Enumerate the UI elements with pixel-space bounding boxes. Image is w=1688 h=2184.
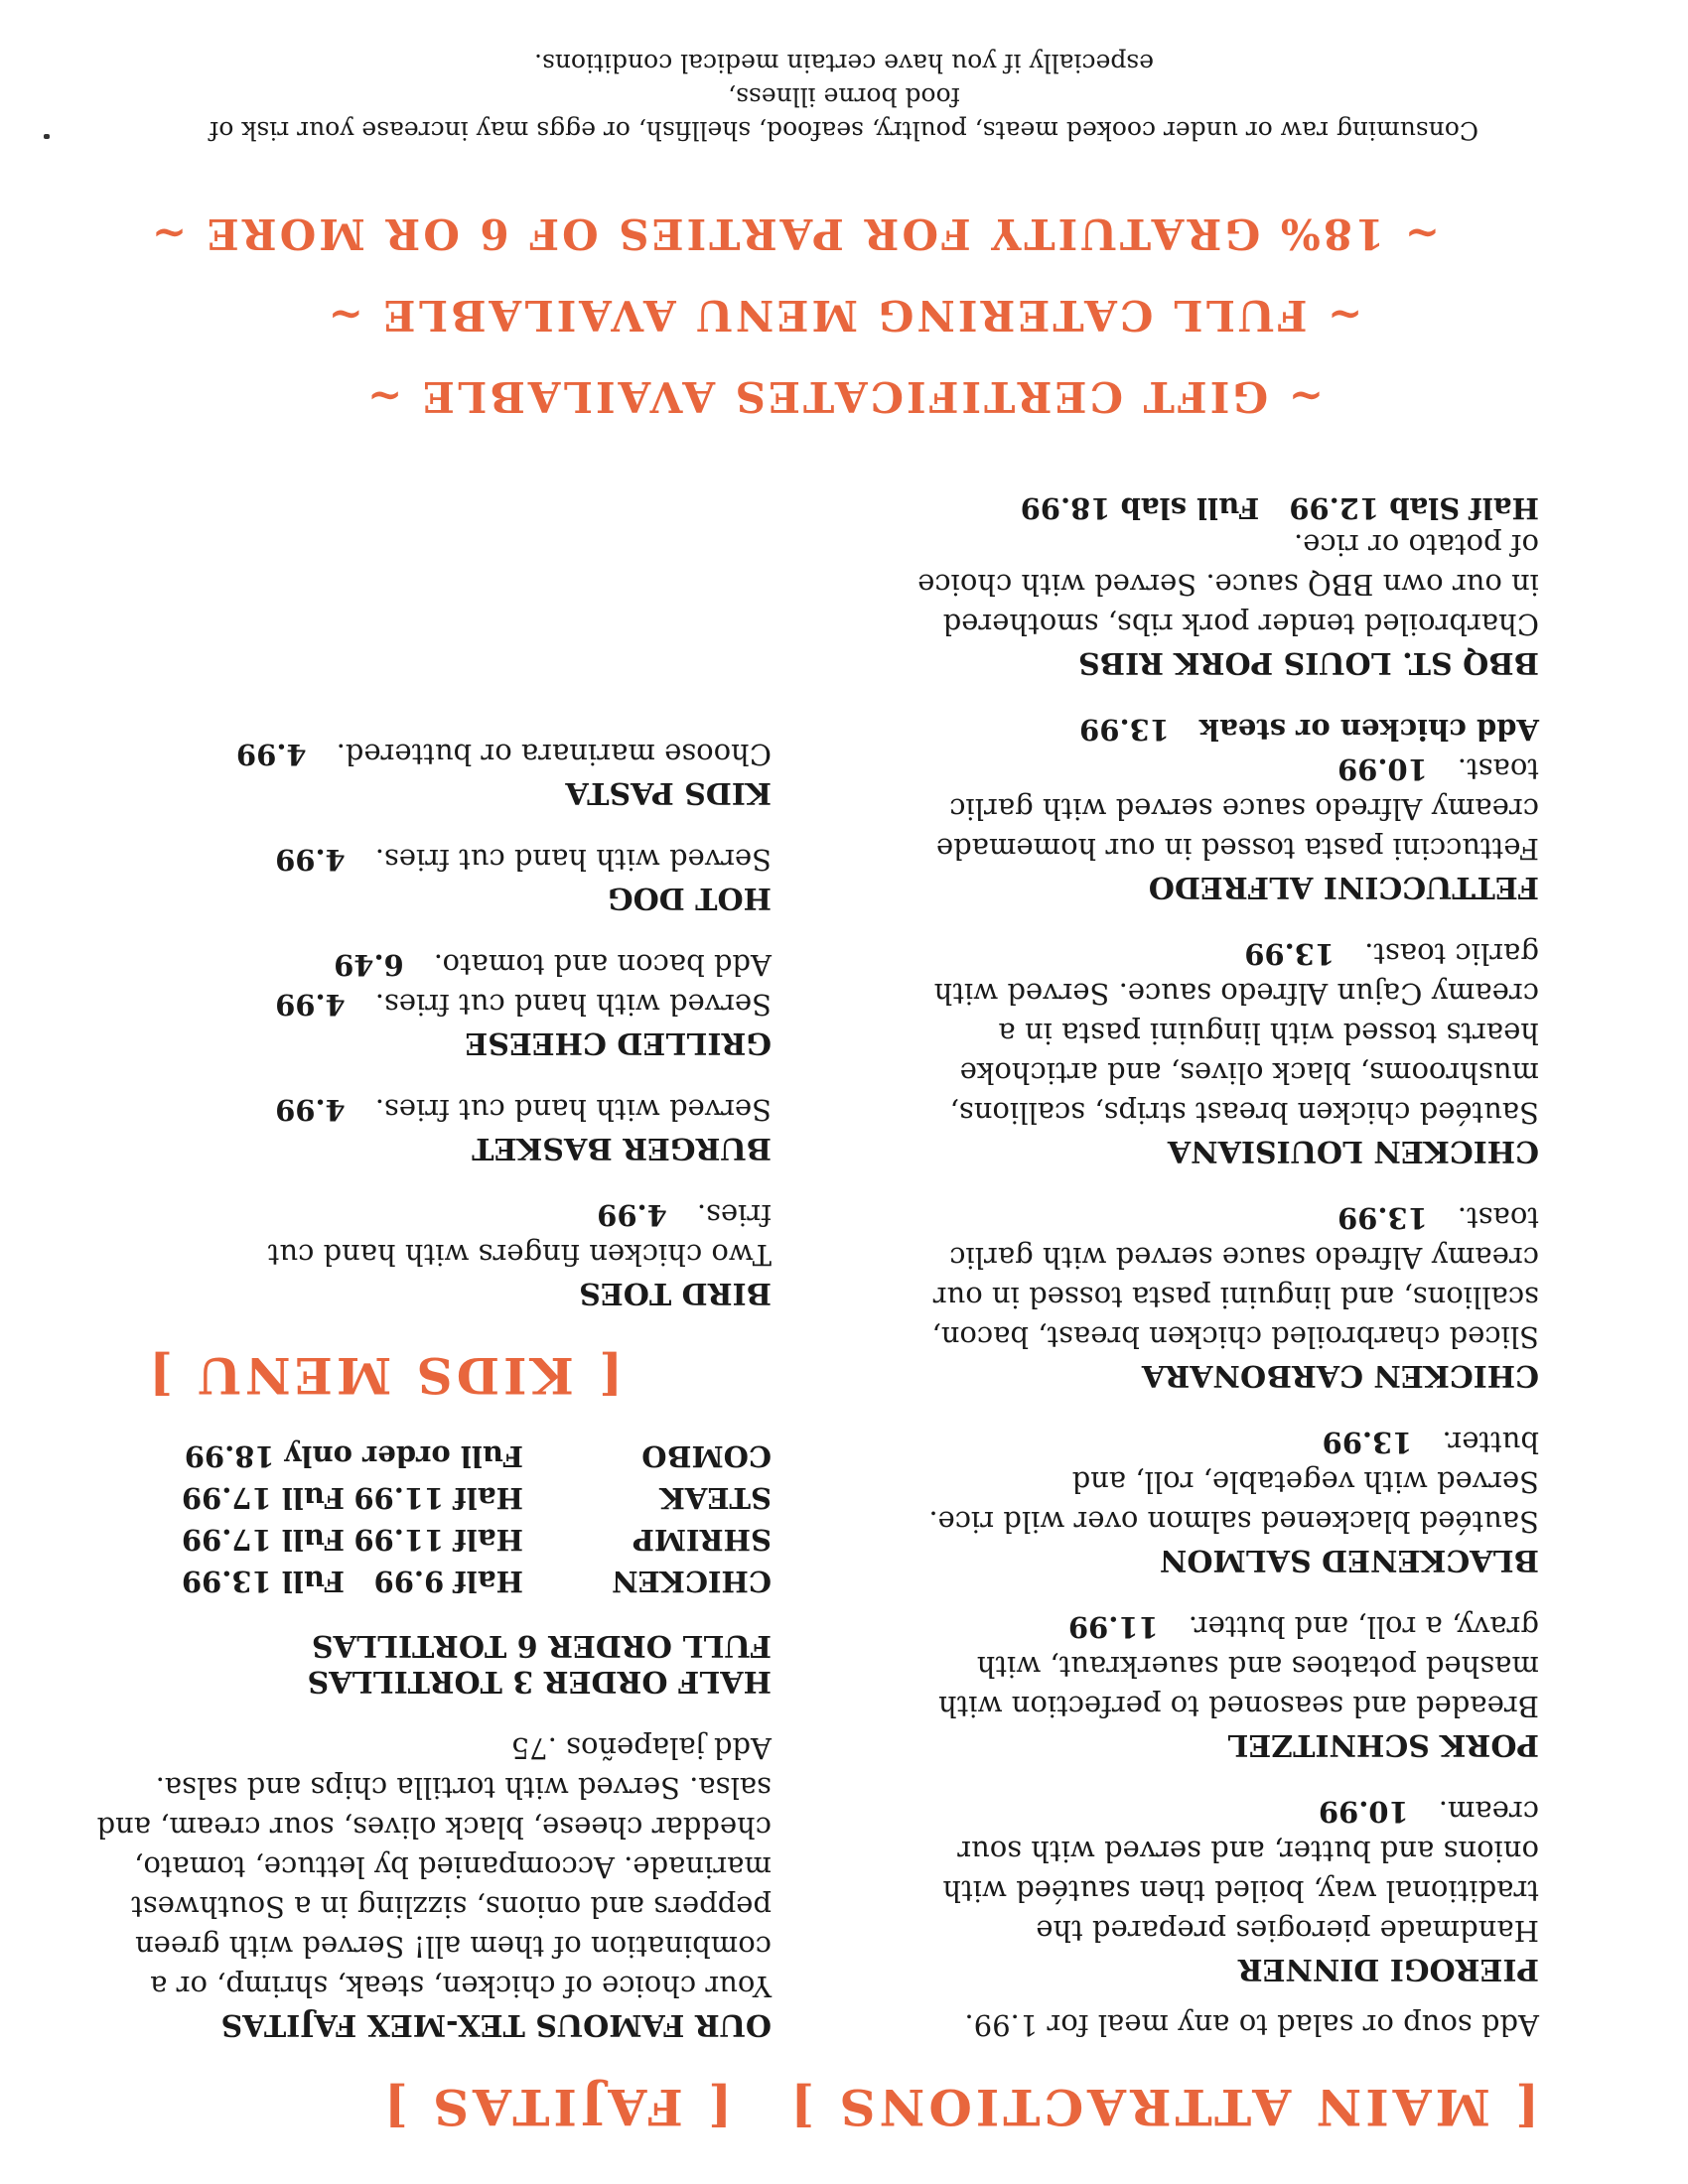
addon-price: 6.49 bbox=[334, 948, 404, 982]
fajitas-title: [ FAJITAS ] bbox=[380, 2078, 732, 2136]
item-price: 13.99 bbox=[1337, 1201, 1428, 1235]
fajitas-order-sizes bbox=[96, 1627, 772, 1699]
item-price: 11.99 bbox=[1067, 1610, 1159, 1644]
fajitas-addon: Add jalapeños .75 bbox=[510, 1731, 772, 1765]
item-desc: Served with hand cut fries.4.99 bbox=[275, 843, 772, 877]
scan-speck bbox=[44, 134, 50, 139]
item-price: 4.99 bbox=[597, 1198, 667, 1232]
item-name: GRILLED CHEESE bbox=[465, 1025, 772, 1060]
item-name: PORK SCHNITZEL bbox=[1227, 1727, 1539, 1762]
item-name: CHICKEN LOUISIANA bbox=[1167, 1134, 1539, 1168]
item-name: PIEROGI DINNER bbox=[1237, 1952, 1539, 1986]
item-price: 4.99 bbox=[275, 843, 346, 877]
fajita-full-price: Full 17.99 bbox=[181, 1481, 345, 1515]
menu-item-fettuccini bbox=[914, 710, 1539, 904]
food-safety-disclaimer bbox=[199, 46, 1489, 147]
item-price: 13.99 bbox=[1244, 937, 1336, 971]
item-desc: Served with hand cut fries.4.99 bbox=[275, 988, 772, 1022]
menu-item-ribs bbox=[914, 491, 1539, 680]
fajita-half-price: Half 9.99 bbox=[373, 1565, 523, 1598]
half-slab-price: Half Slab 12.99 bbox=[1289, 491, 1539, 525]
kids-menu-title: [ KIDS MENU ] bbox=[145, 1346, 623, 1405]
fajitas-name: OUR FAMOUS TEX-MEX FAJITAS bbox=[220, 2007, 772, 2042]
kids-item-hot-dog bbox=[96, 840, 772, 915]
gratuity-line: ~ 18% GRATUITY FOR PARTIES OF 6 OR MORE ~ bbox=[148, 209, 1440, 258]
item-name: BIRD TOES bbox=[579, 1276, 772, 1310]
item-price: 10.99 bbox=[1318, 1795, 1409, 1829]
item-desc: Charbroiled tender pork ribs, smothered in our own BBQ sauce. Served with choice of potato or rice. bbox=[917, 528, 1539, 641]
item-price: 4.99 bbox=[275, 988, 346, 1022]
item-addon: Add chicken or steak13.99 bbox=[1079, 713, 1539, 747]
fajitas-desc: Your choice of chicken, steak, shrimp, or a combination of them all! Served with green peppers and onions, sizzling in a Southwest marinade. Accompanied by lettuce, tomato, cheddar cheese, black olives, sour cream, and salsa. Served with tortilla chips and salsa. bbox=[96, 1771, 772, 2003]
fajita-row-name: SHRIMP bbox=[633, 1523, 772, 1557]
kids-item-pasta bbox=[96, 735, 772, 810]
combo-name: COMBO bbox=[641, 1439, 772, 1473]
fajita-half-price: Half 11.99 bbox=[353, 1481, 523, 1515]
catering-line: ~ FULL CATERING MENU AVAILABLE ~ bbox=[325, 291, 1363, 340]
item-price: 10.99 bbox=[1337, 752, 1428, 786]
item-name: BLACKENED SALMON bbox=[1159, 1543, 1539, 1577]
addon-price: 13.99 bbox=[1079, 713, 1170, 747]
half-order-label: HALF ORDER 3 TORTILLAS bbox=[307, 1664, 772, 1699]
item-addon: Add bacon and tomato.6.49 bbox=[334, 948, 772, 982]
fajita-half-price: Half 11.99 bbox=[353, 1523, 523, 1557]
main-attractions-title: [ MAIN ATTRACTIONS ] bbox=[786, 2078, 1539, 2136]
full-slab-price: Full slab 18.99 bbox=[1020, 491, 1260, 525]
menu-item-carbonara bbox=[914, 1198, 1539, 1393]
menu-item-schnitzel bbox=[914, 1607, 1539, 1762]
item-price: 13.99 bbox=[1322, 1426, 1413, 1459]
fajita-full-price: Full 13.99 bbox=[181, 1565, 345, 1598]
rib-options bbox=[914, 491, 1539, 525]
gift-certificates-line: ~ GIFT CERTIFICATES AVAILABLE ~ bbox=[364, 372, 1324, 421]
kids-item-bird-toes bbox=[96, 1195, 772, 1310]
item-name: CHICKEN CARBONARA bbox=[1142, 1358, 1539, 1393]
fajita-row-name: CHICKEN bbox=[612, 1565, 772, 1598]
kids-item-grilled-cheese bbox=[96, 945, 772, 1060]
item-desc: Handmade pierogies prepared the traditional way, boiled then sautéed with onions and butter, and served with sour cream.10.99 bbox=[942, 1795, 1539, 1948]
disclaimer-line-2: especially if you have certain medical conditions. bbox=[534, 49, 1154, 77]
main-intro: Add soup or salad to any meal for 1.99. bbox=[964, 2008, 1539, 2042]
menu-item-salmon bbox=[914, 1423, 1539, 1577]
item-name: BURGER BASKET bbox=[472, 1131, 772, 1165]
item-desc: Breaded and seasoned to perfection with mashed potatoes and sauerkraut, with gravy, a roll, and butter.11.99 bbox=[938, 1610, 1539, 1723]
menu-item-louisiana bbox=[914, 934, 1539, 1168]
item-desc: Served with hand cut fries.4.99 bbox=[275, 1093, 772, 1127]
item-name: KIDS PASTA bbox=[565, 775, 772, 810]
item-name: HOT DOG bbox=[607, 881, 772, 915]
menu-item-pierogi bbox=[914, 1792, 1539, 1986]
fajitas-price-table bbox=[96, 1436, 772, 1601]
item-desc: Sliced charbroiled chicken breast, bacon, scallions, and linguini pasta tossed in our creamy Alfredo sauce served with garlic toast.13.99 bbox=[931, 1201, 1539, 1354]
fajita-row-name: STEAK bbox=[659, 1481, 772, 1515]
item-name: BBQ ST. LOUIS PORK RIBS bbox=[1078, 645, 1539, 680]
item-desc: Sautéed blackened salmon over wild rice. Served with vegetable, roll, and butter.13.99 bbox=[928, 1426, 1539, 1539]
full-order-label: FULL ORDER 6 TORTILLAS bbox=[311, 1628, 772, 1663]
item-price: 4.99 bbox=[275, 1093, 346, 1127]
item-desc: Two chicken fingers with hand cut fries.4.99 bbox=[267, 1198, 772, 1272]
promo-banner bbox=[148, 193, 1440, 437]
item-desc: Choose marinara or buttered.4.99 bbox=[235, 738, 772, 771]
fajitas-kids-column bbox=[96, 705, 772, 2134]
item-desc: Fettuccini pasta tossed in our homemade creamy Alfredo sauce served with garlic toast.10.99 bbox=[935, 752, 1539, 866]
fajita-full-price: Full 17.99 bbox=[181, 1523, 345, 1557]
item-price: 4.99 bbox=[235, 738, 307, 771]
kids-item-burger bbox=[96, 1090, 772, 1165]
item-name: FETTUCCINI ALFREDO bbox=[1148, 870, 1539, 904]
disclaimer-line-1: Consuming raw or under cooked meats, poultry, seafood, shellfish, or eggs may increase your risk of food borne illness, bbox=[210, 82, 1478, 145]
item-desc: Sautéed chicken breast strips, scallions, mushrooms, black olives, and artichoke hearts tossed with linguini pasta in a creamy Cajun Alfredo sauce. Served with garlic toast.13.99 bbox=[933, 937, 1539, 1130]
combo-price: Full order only 18.99 bbox=[184, 1439, 523, 1473]
fajitas-item bbox=[96, 1728, 772, 2042]
main-attractions-section bbox=[786, 462, 1539, 2136]
